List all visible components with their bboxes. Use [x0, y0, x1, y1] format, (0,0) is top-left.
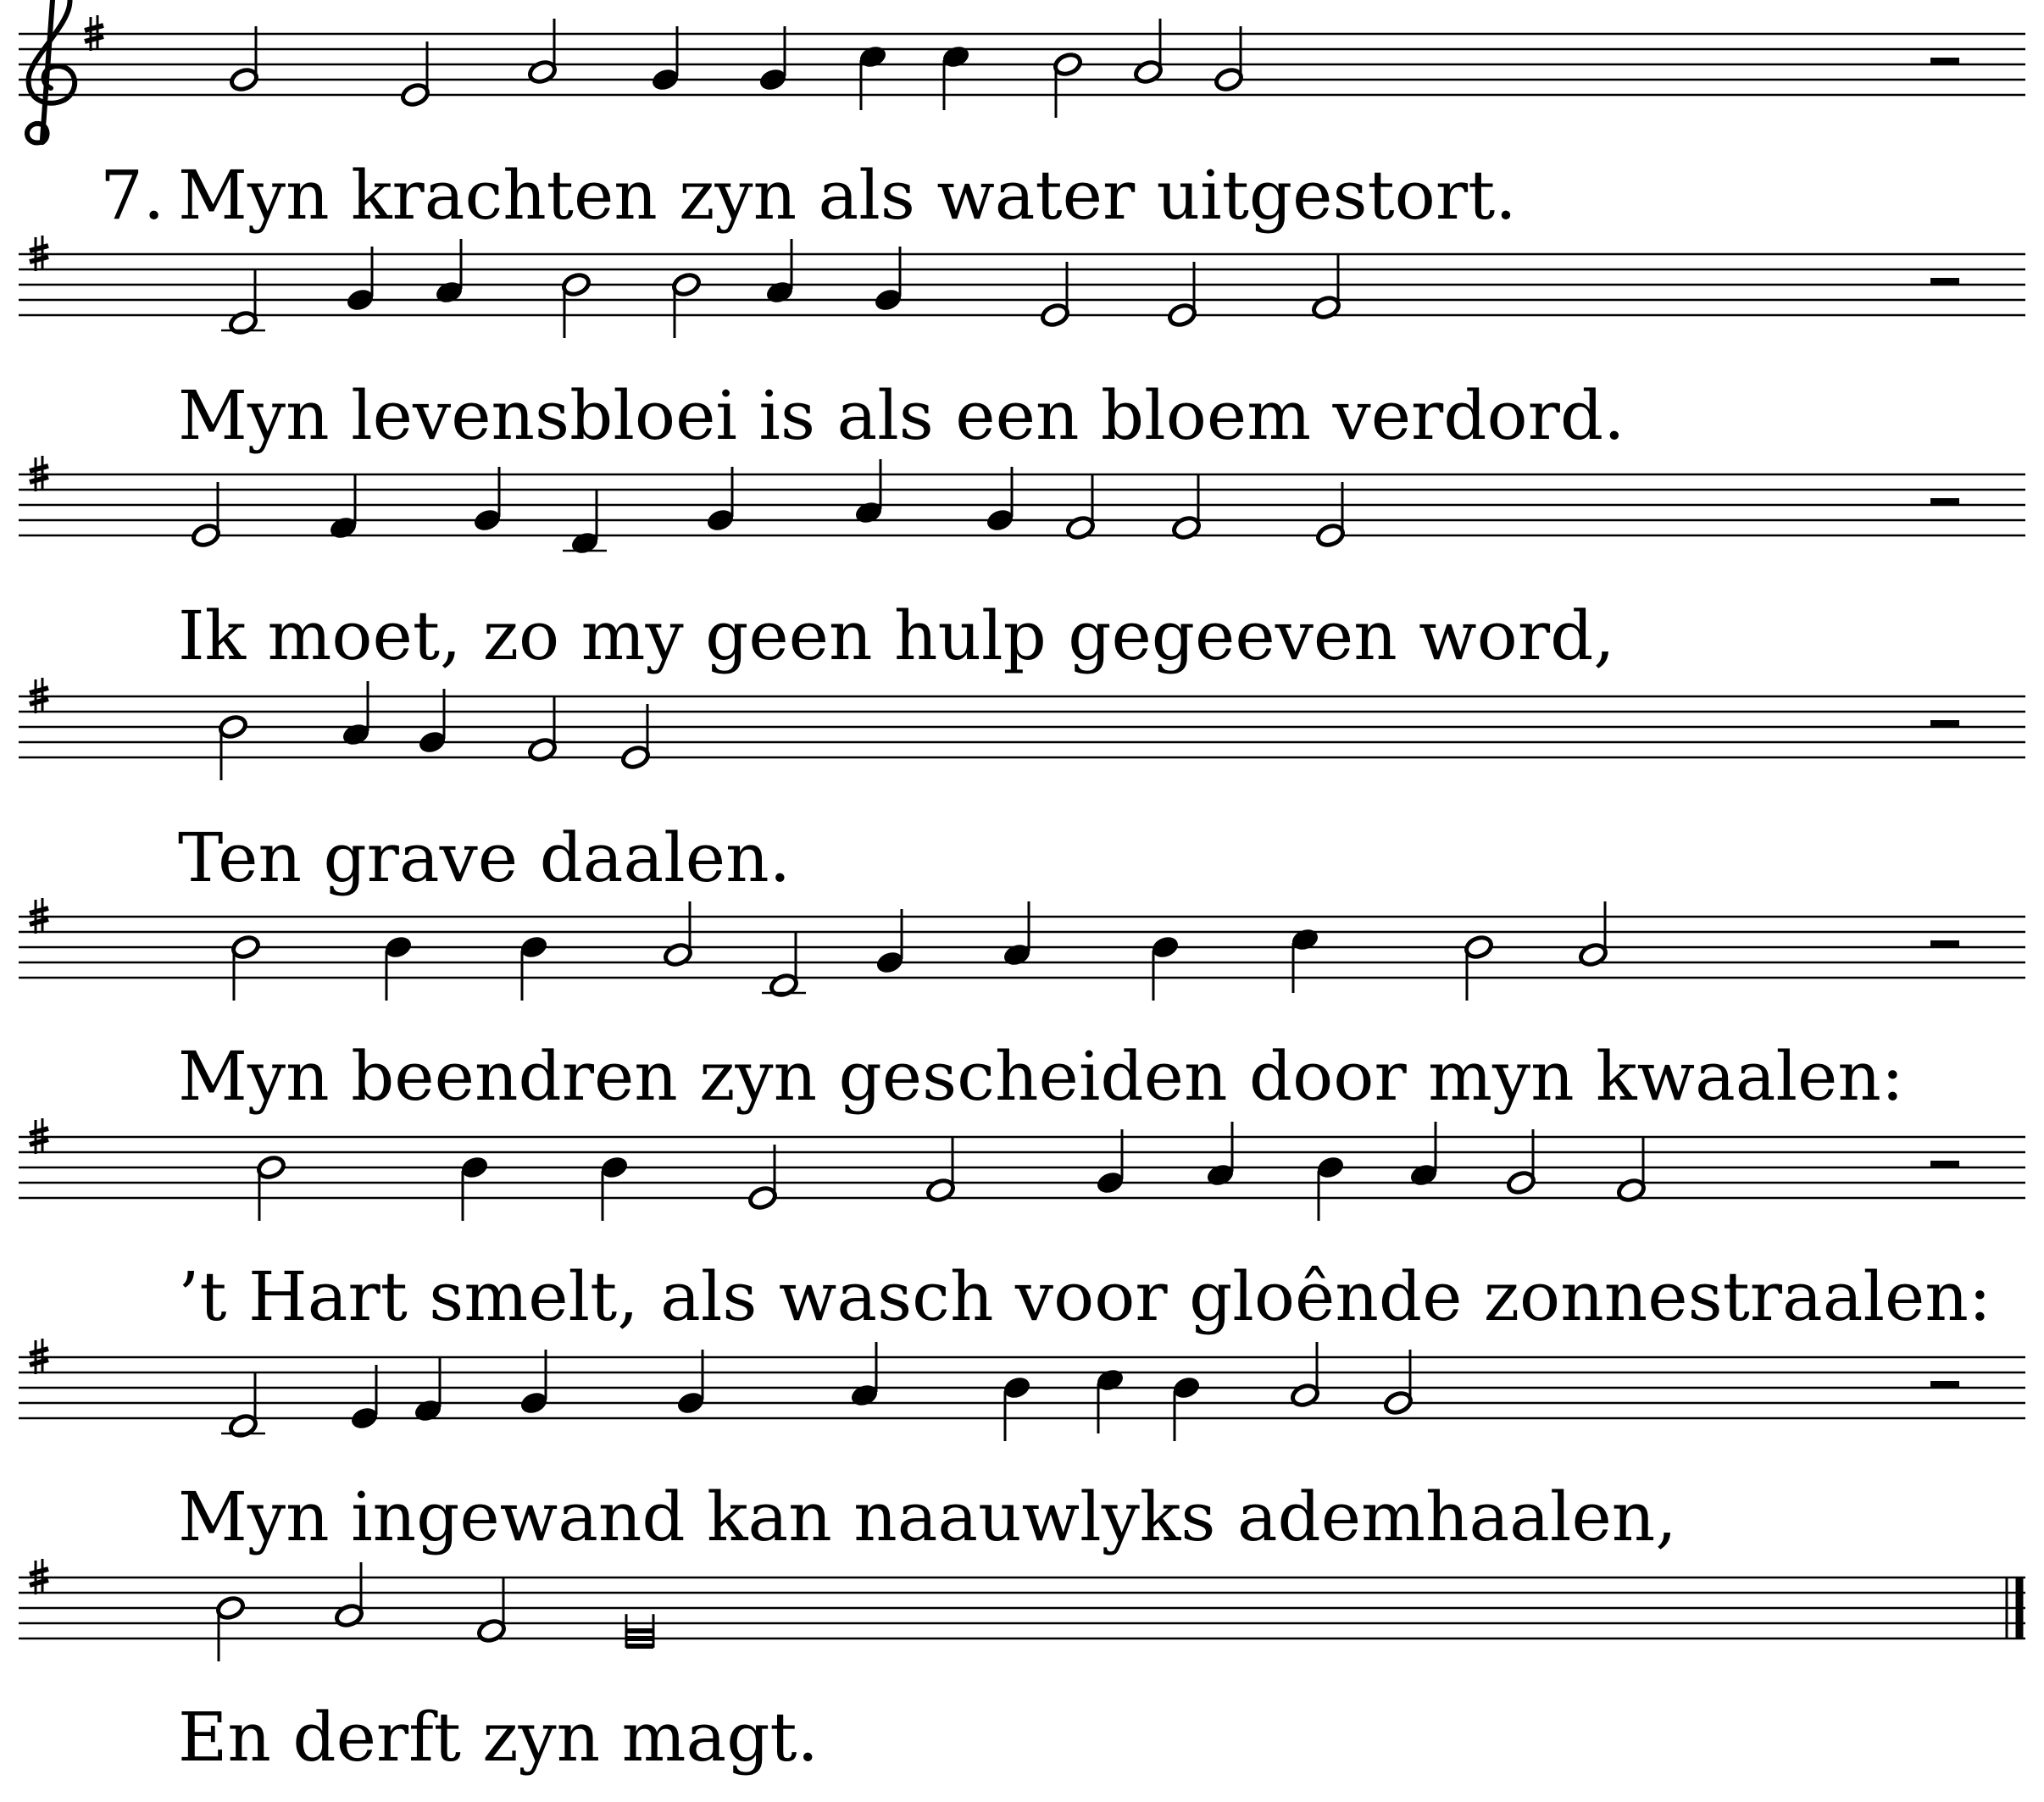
note [1095, 1367, 1125, 1433]
notehead [985, 507, 1015, 534]
notehead [1167, 302, 1197, 329]
notehead [215, 1595, 246, 1622]
notehead [853, 500, 884, 526]
notehead [345, 287, 375, 313]
note [417, 689, 447, 755]
notehead [1205, 1162, 1236, 1189]
notehead [1315, 523, 1346, 549]
note [345, 247, 375, 313]
note [231, 934, 261, 1001]
note [1578, 901, 1608, 968]
staff-system [19, 0, 2025, 235]
notehead [650, 67, 680, 93]
staff-system [19, 678, 2025, 897]
note [853, 459, 884, 525]
note [1133, 19, 1164, 85]
notehead [705, 507, 736, 534]
notehead [1214, 67, 1244, 93]
note [472, 467, 503, 533]
note [650, 26, 680, 92]
staff-system [19, 1118, 2025, 1336]
note [663, 901, 693, 968]
note [675, 1350, 706, 1416]
note [1315, 482, 1346, 548]
notehead [476, 1618, 507, 1644]
notehead [472, 507, 503, 534]
notehead [858, 44, 888, 70]
note [1290, 927, 1320, 993]
notehead [747, 1185, 778, 1211]
note [1616, 1137, 1647, 1203]
note [858, 44, 888, 110]
note [599, 1155, 630, 1221]
lyric-line: Ik moet, zo my geen hulp gegeeven word, [178, 596, 1615, 675]
half-rest [1930, 720, 1959, 728]
notehead [769, 973, 799, 999]
note [459, 1155, 490, 1221]
note [527, 696, 558, 762]
note [1167, 262, 1197, 328]
staff-system [19, 898, 2025, 1116]
notehead [1095, 1367, 1125, 1394]
notehead [764, 280, 795, 306]
lyric-line: Myn levensbloei is als een bloem verdord. [178, 376, 1625, 455]
notehead [519, 934, 549, 961]
notehead [941, 44, 971, 70]
note [349, 1365, 380, 1431]
notehead [1311, 295, 1341, 321]
staff-system [19, 236, 2025, 455]
note [1311, 254, 1341, 320]
note [875, 909, 905, 975]
staff-system [19, 1559, 2025, 1777]
notehead [527, 59, 558, 86]
note [1065, 474, 1096, 541]
note [561, 272, 592, 338]
staff-system [19, 1339, 2025, 1556]
note [1002, 901, 1032, 968]
note [341, 681, 371, 747]
notehead [527, 737, 558, 763]
notehead [1578, 942, 1608, 968]
half-rest [1930, 940, 1959, 948]
notehead [1002, 1375, 1032, 1401]
notehead [1383, 1390, 1414, 1417]
note [705, 467, 736, 533]
notehead [434, 280, 464, 306]
notehead [328, 515, 358, 541]
notehead [1315, 1155, 1346, 1181]
notehead [349, 1406, 380, 1432]
notehead [229, 67, 259, 93]
notehead [663, 942, 693, 968]
treble-clef [27, 0, 75, 142]
note [1506, 1129, 1536, 1195]
notehead [341, 722, 371, 748]
staff-lines [19, 34, 2025, 95]
notehead [1095, 1170, 1125, 1196]
notehead [218, 714, 248, 740]
note [400, 42, 430, 108]
notehead [191, 523, 221, 549]
lyric-line: Myn krachten zyn als water uitgestort. [178, 156, 1517, 235]
notehead [1150, 934, 1180, 961]
note [873, 247, 903, 313]
note [1408, 1122, 1439, 1188]
note [762, 932, 806, 998]
note [1002, 1375, 1032, 1441]
notehead [925, 1178, 956, 1204]
half-rest [1930, 58, 1959, 65]
note [476, 1577, 507, 1644]
notehead [400, 82, 430, 108]
note [519, 934, 549, 1001]
note [1290, 1342, 1320, 1408]
notehead [1040, 302, 1070, 329]
note [985, 467, 1015, 533]
notehead [849, 1383, 880, 1409]
note [218, 714, 248, 780]
staff-lines [19, 474, 2025, 535]
notehead [334, 1603, 364, 1629]
notehead [671, 272, 702, 298]
lyric-line: Myn ingewand kan naauwlyks ademhaalen, [178, 1478, 1677, 1556]
notehead [383, 934, 414, 961]
note [229, 26, 259, 92]
notehead [1171, 515, 1202, 541]
note [527, 19, 558, 85]
note [626, 1614, 653, 1650]
notehead [1464, 934, 1494, 961]
half-rest [1930, 1161, 1959, 1168]
notehead [599, 1155, 630, 1181]
note [215, 1595, 246, 1661]
note [1383, 1350, 1414, 1416]
notehead [228, 310, 258, 336]
note [1214, 26, 1244, 92]
notehead [873, 287, 903, 313]
note [383, 934, 414, 1001]
note [747, 1145, 778, 1211]
note [1095, 1129, 1125, 1195]
half-rest [1930, 1381, 1959, 1389]
note [256, 1155, 286, 1221]
notehead [569, 530, 600, 557]
lyric-line: Ten grave daalen. [178, 818, 791, 897]
notehead [459, 1155, 490, 1181]
notehead [1002, 942, 1032, 968]
note [563, 490, 607, 556]
note [620, 704, 651, 770]
note [1464, 934, 1494, 1001]
notehead [1616, 1178, 1647, 1204]
notehead [519, 1390, 549, 1417]
note [941, 44, 971, 110]
notehead [620, 745, 651, 771]
notehead [1053, 52, 1083, 78]
note [1040, 262, 1070, 328]
staff-system [19, 456, 2025, 675]
notehead [256, 1155, 286, 1181]
notehead [1133, 59, 1164, 86]
lyric-line: Myn beendren zyn gescheiden door myn kwaalen: [178, 1037, 1904, 1116]
note [519, 1350, 549, 1416]
note [671, 272, 702, 338]
notehead [1290, 927, 1320, 953]
note [1171, 1375, 1202, 1441]
notehead [228, 1413, 258, 1439]
note [221, 269, 265, 335]
notehead [417, 729, 447, 756]
note [434, 239, 464, 305]
verse-number: 7. [100, 156, 165, 235]
note [1053, 52, 1083, 118]
note [1315, 1155, 1346, 1221]
staff-lines [19, 696, 2025, 757]
half-rest [1930, 498, 1959, 506]
notehead [231, 934, 261, 961]
note [758, 26, 788, 92]
staff-lines [19, 1137, 2025, 1198]
note [191, 482, 221, 548]
note [328, 474, 358, 541]
staff-lines [19, 1577, 2025, 1638]
lyric-line: ’t Hart smelt, als wasch voor gloênde zonnestraalen: [178, 1257, 1991, 1336]
note [1205, 1122, 1236, 1188]
notehead [875, 950, 905, 976]
lyric-line: En derft zyn magt. [178, 1698, 819, 1777]
notehead [1506, 1170, 1536, 1196]
note [764, 239, 795, 305]
note [1171, 474, 1202, 541]
note [334, 1562, 364, 1628]
half-rest [1930, 278, 1959, 286]
note [1150, 934, 1180, 1001]
notehead [1171, 1375, 1202, 1401]
notehead [675, 1390, 706, 1417]
note [925, 1137, 956, 1203]
notehead [1290, 1383, 1320, 1409]
notehead [1408, 1162, 1439, 1189]
notehead [561, 272, 592, 298]
note [849, 1342, 880, 1408]
staff-lines [19, 254, 2025, 315]
note [413, 1357, 443, 1423]
notehead [758, 67, 788, 93]
notehead [413, 1398, 443, 1424]
notehead [1065, 515, 1096, 541]
note [221, 1372, 265, 1439]
